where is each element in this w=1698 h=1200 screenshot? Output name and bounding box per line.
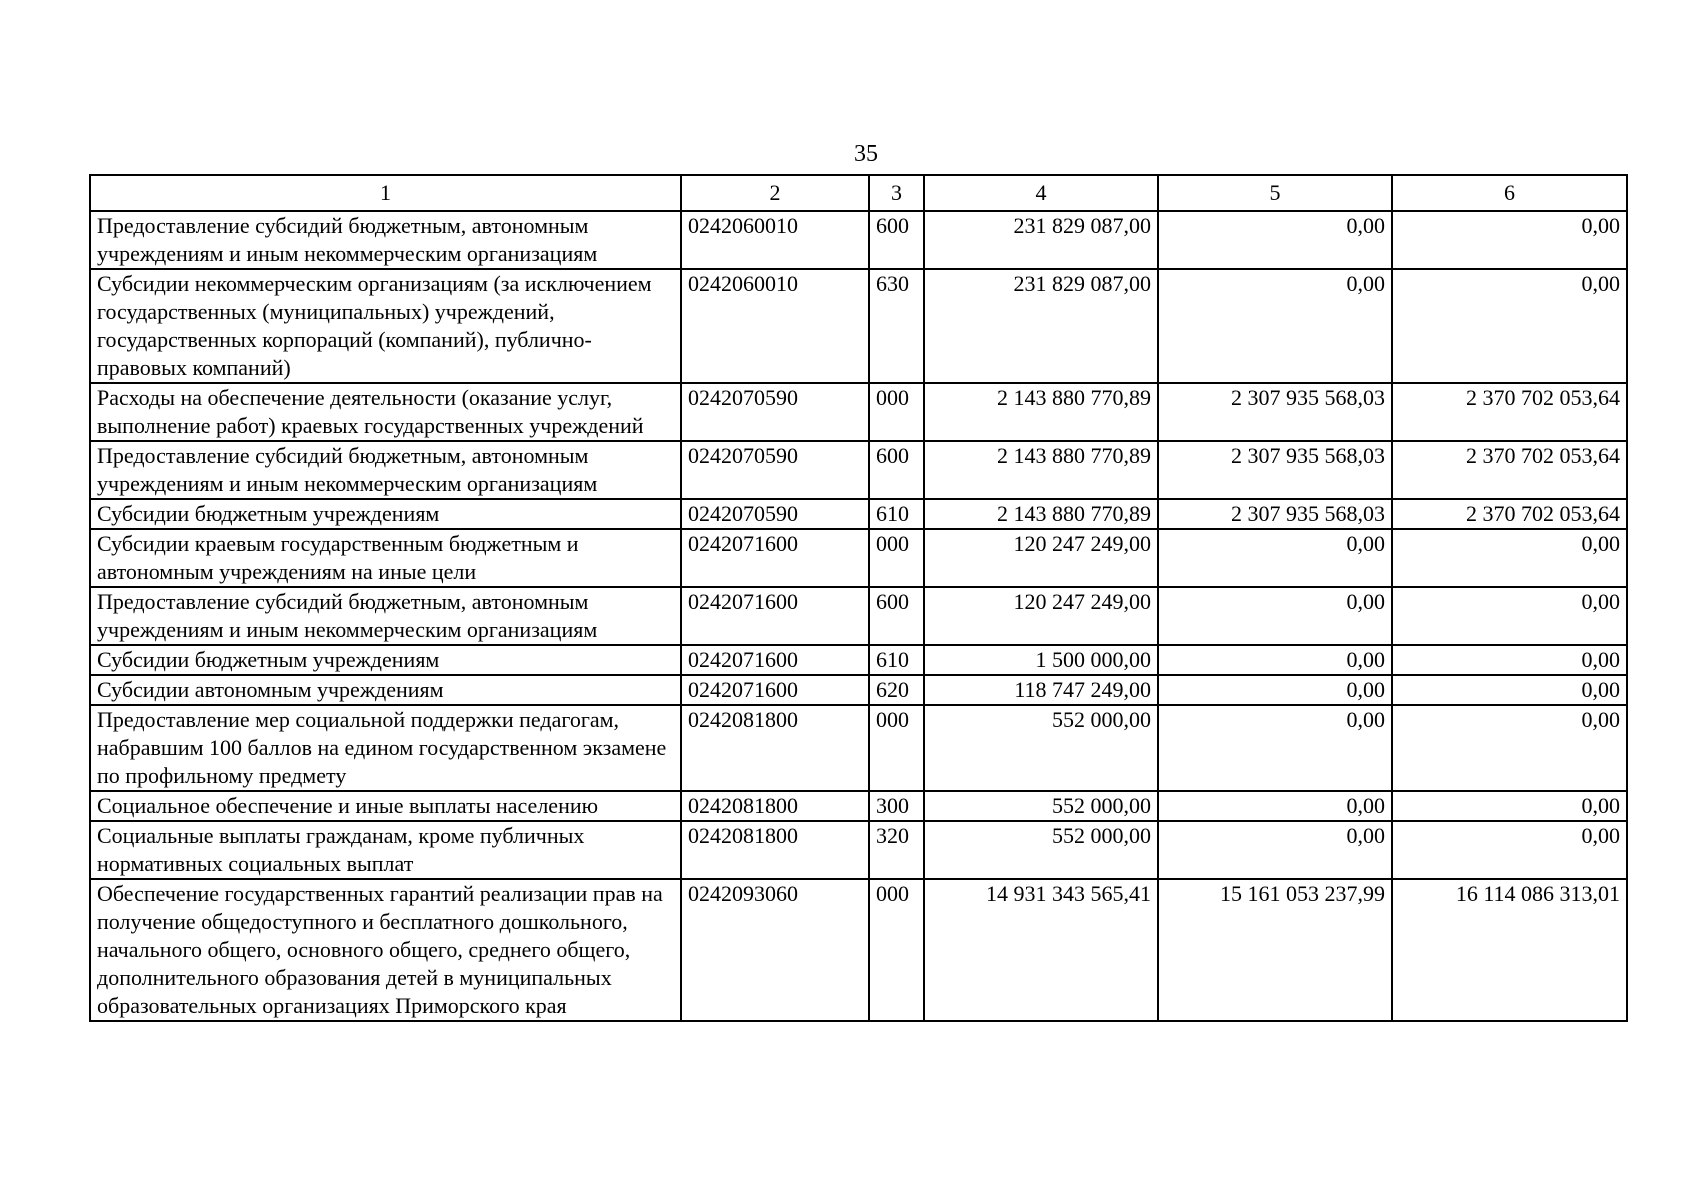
table-row [90,645,1627,675]
amount-col-5: 0,00 [1158,791,1392,821]
table-row [90,529,1627,587]
amount-col-6: 0,00 [1392,705,1627,791]
amount-col-5: 0,00 [1158,529,1392,587]
amount-col-5: 15 161 053 237,99 [1158,879,1392,1021]
target-article-code: 0242081800 [681,821,869,879]
amount-col-6: 0,00 [1392,645,1627,675]
target-article-code: 0242060010 [681,269,869,383]
expense-type-code: 600 [869,441,924,499]
amount-col-4: 552 000,00 [924,821,1158,879]
amount-col-4: 120 247 249,00 [924,529,1158,587]
budget-table [89,174,1628,1022]
table-row [90,441,1627,499]
expense-type-code: 000 [869,383,924,441]
amount-col-4: 2 143 880 770,89 [924,499,1158,529]
amount-col-5: 2 307 935 568,03 [1158,383,1392,441]
expense-name: Социальные выплаты гражданам, кроме публичных нормативных социальных выплат [90,821,681,879]
page-number: 35 [854,141,878,167]
amount-col-4: 2 143 880 770,89 [924,441,1158,499]
amount-col-5: 0,00 [1158,269,1392,383]
expense-type-code: 300 [869,791,924,821]
amount-col-5: 2 307 935 568,03 [1158,499,1392,529]
amount-col-4: 231 829 087,00 [924,211,1158,269]
expense-type-code: 610 [869,499,924,529]
amount-col-5: 0,00 [1158,821,1392,879]
expense-type-code: 620 [869,675,924,705]
amount-col-4: 552 000,00 [924,705,1158,791]
target-article-code: 0242081800 [681,791,869,821]
amount-col-4: 14 931 343 565,41 [924,879,1158,1021]
target-article-code: 0242070590 [681,499,869,529]
table-row [90,791,1627,821]
target-article-code: 0242081800 [681,705,869,791]
amount-col-5: 0,00 [1158,705,1392,791]
expense-name: Субсидии бюджетным учреждениям [90,645,681,675]
amount-col-6: 0,00 [1392,675,1627,705]
expense-type-code: 610 [869,645,924,675]
column-header-6: 6 [1392,175,1627,211]
expense-type-code: 000 [869,529,924,587]
amount-col-6: 0,00 [1392,821,1627,879]
table-row [90,879,1627,1021]
amount-col-6: 0,00 [1392,269,1627,383]
amount-col-4: 118 747 249,00 [924,675,1158,705]
column-header-2: 2 [681,175,869,211]
table-row [90,383,1627,441]
expense-name: Предоставление мер социальной поддержки педагогам, набравшим 100 баллов на едином государственном экзамене по профильному предмету [90,705,681,791]
target-article-code: 0242071600 [681,587,869,645]
table-header-row [90,175,1627,211]
amount-col-5: 0,00 [1158,211,1392,269]
table-row [90,211,1627,269]
column-header-5: 5 [1158,175,1392,211]
amount-col-4: 2 143 880 770,89 [924,383,1158,441]
target-article-code: 0242060010 [681,211,869,269]
table-row [90,269,1627,383]
expense-name: Предоставление субсидий бюджетным, автономным учреждениям и иным некоммерческим организациям [90,211,681,269]
table-body [90,211,1627,1021]
amount-col-6: 2 370 702 053,64 [1392,499,1627,529]
expense-name: Субсидии некоммерческим организациям (за исключением государственных (муниципальных) учреждений, государственных корпораций (компаний), публично-правовых компаний) [90,269,681,383]
target-article-code: 0242071600 [681,675,869,705]
expense-type-code: 000 [869,705,924,791]
expense-type-code: 600 [869,211,924,269]
amount-col-6: 0,00 [1392,791,1627,821]
table-row [90,821,1627,879]
expense-name: Субсидии бюджетным учреждениям [90,499,681,529]
amount-col-6: 0,00 [1392,587,1627,645]
table-row [90,587,1627,645]
target-article-code: 0242071600 [681,645,869,675]
table-row [90,499,1627,529]
column-header-3: 3 [869,175,924,211]
expense-type-code: 320 [869,821,924,879]
expense-name: Социальное обеспечение и иные выплаты населению [90,791,681,821]
table-row [90,675,1627,705]
amount-col-4: 552 000,00 [924,791,1158,821]
amount-col-6: 2 370 702 053,64 [1392,441,1627,499]
amount-col-5: 2 307 935 568,03 [1158,441,1392,499]
column-header-1: 1 [90,175,681,211]
amount-col-6: 0,00 [1392,529,1627,587]
target-article-code: 0242070590 [681,441,869,499]
expense-name: Предоставление субсидий бюджетным, автономным учреждениям и иным некоммерческим организациям [90,441,681,499]
target-article-code: 0242070590 [681,383,869,441]
amount-col-4: 120 247 249,00 [924,587,1158,645]
expense-name: Расходы на обеспечение деятельности (оказание услуг, выполнение работ) краевых государственных учреждений [90,383,681,441]
table-row [90,705,1627,791]
amount-col-4: 1 500 000,00 [924,645,1158,675]
amount-col-6: 2 370 702 053,64 [1392,383,1627,441]
expense-name: Обеспечение государственных гарантий реализации прав на получение общедоступного и бесплатного дошкольного, начального общего, основного общего, среднего общего, дополнительного образования детей в муниципальных образовательных организациях Приморского края [90,879,681,1021]
amount-col-6: 0,00 [1392,211,1627,269]
expense-type-code: 630 [869,269,924,383]
column-header-4: 4 [924,175,1158,211]
target-article-code: 0242093060 [681,879,869,1021]
amount-col-5: 0,00 [1158,645,1392,675]
expense-type-code: 000 [869,879,924,1021]
expense-name: Субсидии краевым государственным бюджетным и автономным учреждениям на иные цели [90,529,681,587]
expense-name: Предоставление субсидий бюджетным, автономным учреждениям и иным некоммерческим организациям [90,587,681,645]
amount-col-5: 0,00 [1158,675,1392,705]
amount-col-4: 231 829 087,00 [924,269,1158,383]
expense-type-code: 600 [869,587,924,645]
amount-col-5: 0,00 [1158,587,1392,645]
amount-col-6: 16 114 086 313,01 [1392,879,1627,1021]
expense-name: Субсидии автономным учреждениям [90,675,681,705]
target-article-code: 0242071600 [681,529,869,587]
